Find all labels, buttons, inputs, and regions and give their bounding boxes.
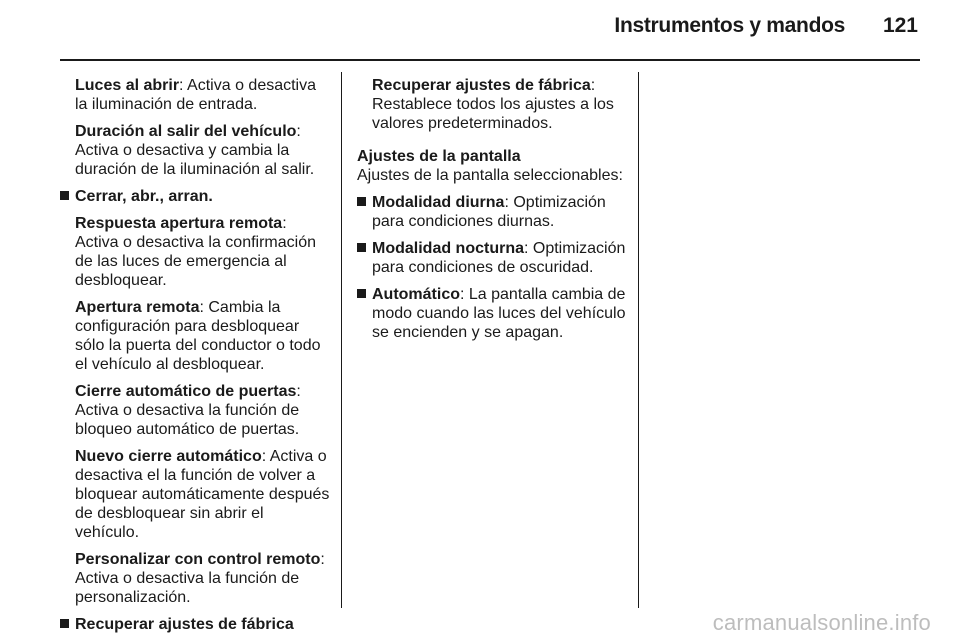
section-intro: Ajustes de la pantalla seleccionables: <box>357 167 623 184</box>
item-label: Modalidad nocturna <box>372 240 524 257</box>
column-middle <box>357 76 627 350</box>
paragraph-duracion-salir <box>75 122 330 179</box>
column-divider-right <box>638 72 639 608</box>
bullet-label: Recuperar ajustes de fábrica <box>75 616 294 633</box>
term-description: : Activa o desactiva el la función de volver a bloquear automáticamente después de desbloquear sin abrir el vehículo. <box>75 448 330 541</box>
column-left <box>60 76 330 642</box>
list-item-modalidad-diurna <box>372 193 627 231</box>
term-label: Respuesta apertura remota <box>75 215 283 232</box>
term-description: : Cambia la configuración para desbloquear sólo la puerta del conductor o todo el vehículo al desbloquear. <box>75 299 321 373</box>
paragraph-apertura-remota <box>75 298 330 374</box>
bullet-label: Cerrar, abr., arran. <box>75 188 213 205</box>
term-label: Recuperar ajustes de fábrica <box>372 77 591 94</box>
term-description: : Activa o desactiva la confirmación de las luces de emergencia al desbloquear. <box>75 215 316 289</box>
paragraph-personalizar <box>75 550 330 607</box>
page-number: 121 <box>882 14 918 37</box>
bullet-square-icon <box>60 191 69 200</box>
bullet-item-recuperar <box>75 615 330 634</box>
bullet-square-icon <box>357 243 366 252</box>
column-divider-left <box>341 72 342 608</box>
term-label: Luces al abrir <box>75 77 180 94</box>
term-description: : Activa o desactiva la función de bloqueo automático de puertas. <box>75 383 301 438</box>
item-description: : Optimización para condiciones de oscuridad. <box>372 240 626 276</box>
bullet-square-icon <box>60 619 69 628</box>
paragraph-cierre-automatico <box>75 382 330 439</box>
list-item-automatico <box>372 285 627 342</box>
term-label: Nuevo cierre automático <box>75 448 262 465</box>
item-label: Automático <box>372 286 460 303</box>
term-description: : Activa o desactiva la iluminación de entrada. <box>75 77 317 113</box>
paragraph-respuesta-apertura <box>75 214 330 290</box>
list-item-modalidad-nocturna <box>372 239 627 277</box>
item-description: : Optimización para condiciones diurnas. <box>372 194 606 230</box>
paragraph-luces-al-abrir <box>75 76 330 114</box>
term-label: Cierre automático de puertas <box>75 383 297 400</box>
watermark: carmanualsonline.info <box>712 610 931 635</box>
item-label: Modalidad diurna <box>372 194 505 211</box>
term-label: Duración al salir del vehículo <box>75 123 297 140</box>
bullet-square-icon <box>357 197 366 206</box>
term-description: : Restablece todos los ajustes a los valores predeterminados. <box>372 77 614 132</box>
paragraph-recuperar-ajustes <box>372 76 627 133</box>
term-description: : Activa o desactiva la función de personalización. <box>75 551 325 606</box>
paragraph-nuevo-cierre <box>75 447 330 542</box>
header-divider <box>60 59 920 61</box>
term-label: Apertura remota <box>75 299 200 316</box>
term-label: Personalizar con control remoto <box>75 551 321 568</box>
section-title: Instrumentos y mandos <box>614 14 845 37</box>
term-description: : Activa o desactiva y cambia la duración de la iluminación al salir. <box>75 123 315 178</box>
item-description: : La pantalla cambia de modo cuando las luces del vehículo se encienden y se apagan. <box>372 286 626 341</box>
bullet-square-icon <box>357 289 366 298</box>
section-heading: Ajustes de la pantalla <box>357 148 521 165</box>
bullet-item-cerrar <box>75 187 330 206</box>
